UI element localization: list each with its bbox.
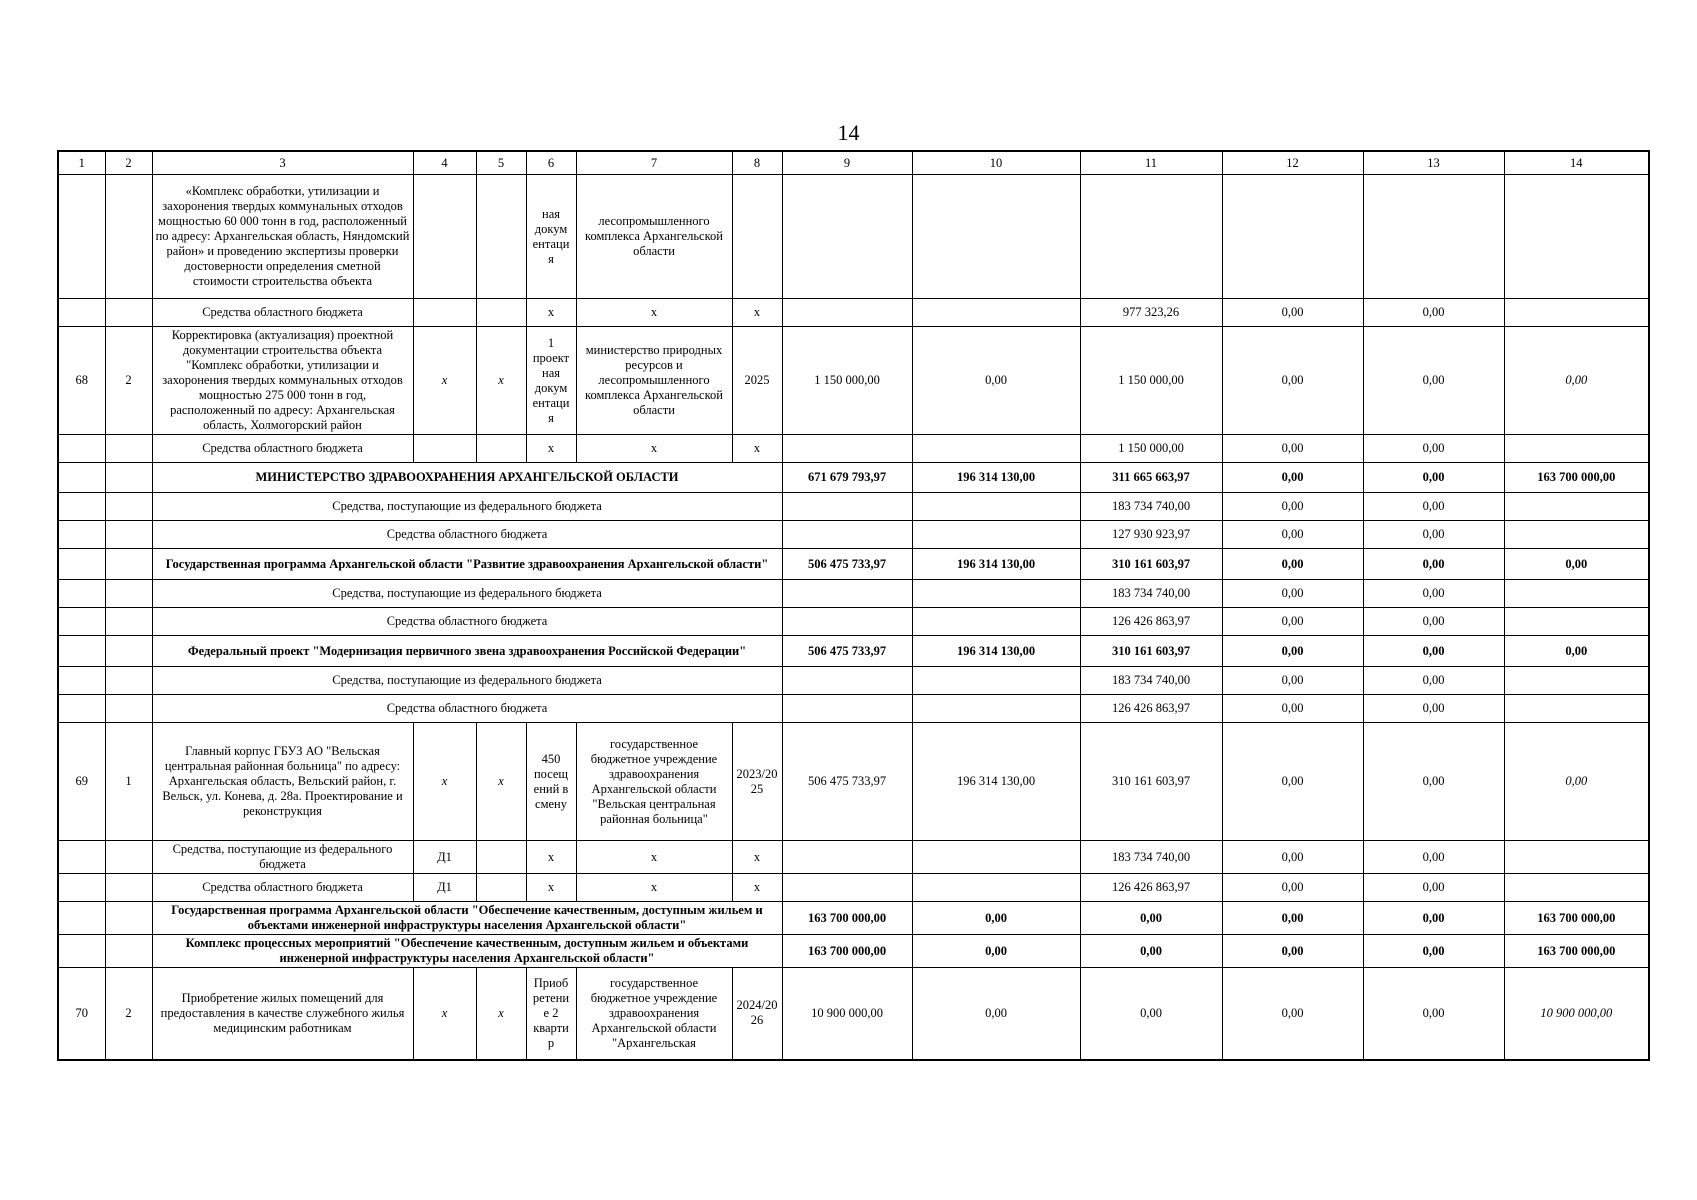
cell-c5 bbox=[476, 874, 526, 902]
cell-source-label: Средства, поступающие из федерального бюджета bbox=[152, 580, 782, 608]
cell-customer: государственное бюджетное учреждение здравоохранения Архангельской области "Архангельская bbox=[576, 968, 732, 1060]
cell-c9: 506 475 733,97 bbox=[782, 549, 912, 580]
cell-c7: x bbox=[576, 435, 732, 463]
cell-c10 bbox=[912, 521, 1080, 549]
cell-sub bbox=[105, 493, 152, 521]
cell-sub bbox=[105, 521, 152, 549]
cell-sub bbox=[105, 636, 152, 667]
cell-source-label: Средства областного бюджета bbox=[152, 299, 413, 327]
cell-source-label: Средства, поступающие из федерального бюджета bbox=[152, 841, 413, 874]
table-row-section bbox=[58, 636, 1649, 667]
cell-num: 70 bbox=[58, 968, 105, 1060]
cell-customer: государственное бюджетное учреждение здравоохранения Архангельской области "Вельская центральная районная больница" bbox=[576, 723, 732, 841]
cell-c14 bbox=[1504, 493, 1649, 521]
column-number-9: 9 bbox=[782, 151, 912, 175]
cell-c5 bbox=[476, 175, 526, 299]
table-row-source bbox=[58, 841, 1649, 874]
cell-c9 bbox=[782, 580, 912, 608]
cell-num bbox=[58, 580, 105, 608]
cell-c6: x bbox=[526, 841, 576, 874]
cell-num bbox=[58, 695, 105, 723]
cell-c14 bbox=[1504, 175, 1649, 299]
cell-years: 2024/20 26 bbox=[732, 968, 782, 1060]
table-row-section bbox=[58, 463, 1649, 493]
cell-c12: 0,00 bbox=[1222, 299, 1363, 327]
cell-c13: 0,00 bbox=[1363, 841, 1504, 874]
cell-c9 bbox=[782, 435, 912, 463]
cell-num bbox=[58, 521, 105, 549]
cell-c13: 0,00 bbox=[1363, 695, 1504, 723]
cell-c13: 0,00 bbox=[1363, 902, 1504, 935]
cell-source-label: Средства, поступающие из федерального бюджета bbox=[152, 493, 782, 521]
cell-c11: 0,00 bbox=[1080, 968, 1222, 1060]
cell-c9 bbox=[782, 175, 912, 299]
cell-c8: x bbox=[732, 841, 782, 874]
cell-c12: 0,00 bbox=[1222, 493, 1363, 521]
table-row-source-wide bbox=[58, 695, 1649, 723]
cell-c13: 0,00 bbox=[1363, 521, 1504, 549]
budget-table bbox=[57, 150, 1650, 1061]
cell-num bbox=[58, 636, 105, 667]
cell-section-title: МИНИСТЕРСТВО ЗДРАВООХРАНЕНИЯ АРХАНГЕЛЬСКОЙ ОБЛАСТИ bbox=[152, 463, 782, 493]
cell-c6: x bbox=[526, 874, 576, 902]
cell-c11: 183 734 740,00 bbox=[1080, 841, 1222, 874]
column-number-14: 14 bbox=[1504, 151, 1649, 175]
cell-c4 bbox=[413, 299, 476, 327]
cell-c12: 0,00 bbox=[1222, 549, 1363, 580]
cell-c4: Д1 bbox=[413, 841, 476, 874]
cell-capacity: 450 посещ ений в смену bbox=[526, 723, 576, 841]
table-row-source-wide bbox=[58, 580, 1649, 608]
cell-sub bbox=[105, 299, 152, 327]
cell-c4: Д1 bbox=[413, 874, 476, 902]
cell-c5: x bbox=[476, 723, 526, 841]
cell-c13: 0,00 bbox=[1363, 435, 1504, 463]
cell-sub bbox=[105, 175, 152, 299]
cell-c10: 0,00 bbox=[912, 935, 1080, 968]
cell-c13: 0,00 bbox=[1363, 549, 1504, 580]
column-number-row bbox=[58, 151, 1649, 175]
cell-num bbox=[58, 902, 105, 935]
cell-num bbox=[58, 667, 105, 695]
cell-sub bbox=[105, 902, 152, 935]
table-row-item bbox=[58, 968, 1649, 1060]
cell-c10: 0,00 bbox=[912, 327, 1080, 435]
cell-c10: 196 314 130,00 bbox=[912, 723, 1080, 841]
cell-c13: 0,00 bbox=[1363, 327, 1504, 435]
cell-c14: 0,00 bbox=[1504, 636, 1649, 667]
cell-c10 bbox=[912, 608, 1080, 636]
cell-sub bbox=[105, 435, 152, 463]
cell-sub: 2 bbox=[105, 327, 152, 435]
cell-c12: 0,00 bbox=[1222, 580, 1363, 608]
cell-c13: 0,00 bbox=[1363, 299, 1504, 327]
cell-c14 bbox=[1504, 841, 1649, 874]
column-number-2: 2 bbox=[105, 151, 152, 175]
cell-c10 bbox=[912, 580, 1080, 608]
cell-c14 bbox=[1504, 874, 1649, 902]
cell-c12: 0,00 bbox=[1222, 521, 1363, 549]
cell-c8: x bbox=[732, 435, 782, 463]
cell-c9: 1 150 000,00 bbox=[782, 327, 912, 435]
cell-description: Корректировка (актуализация) проектной документации строительства объекта "Комплекс обработки, утилизации и захоронения твердых коммунальных отходов мощностью 275 000 тонн в год, расположенный по адресу: Архангельская область, Холмогорский район bbox=[152, 327, 413, 435]
cell-description: Приобретение жилых помещений для предоставления в качестве служебного жилья медицинским работникам bbox=[152, 968, 413, 1060]
cell-num: 69 bbox=[58, 723, 105, 841]
column-number-10: 10 bbox=[912, 151, 1080, 175]
cell-c6: x bbox=[526, 299, 576, 327]
cell-c12: 0,00 bbox=[1222, 327, 1363, 435]
cell-c5 bbox=[476, 299, 526, 327]
cell-num bbox=[58, 463, 105, 493]
cell-sub bbox=[105, 608, 152, 636]
cell-c11: 977 323,26 bbox=[1080, 299, 1222, 327]
cell-c9: 10 900 000,00 bbox=[782, 968, 912, 1060]
cell-section-title: Государственная программа Архангельской области "Развитие здравоохранения Архангельской области" bbox=[152, 549, 782, 580]
cell-c10 bbox=[912, 435, 1080, 463]
column-number-1: 1 bbox=[58, 151, 105, 175]
cell-c12: 0,00 bbox=[1222, 463, 1363, 493]
cell-years: 2023/20 25 bbox=[732, 723, 782, 841]
cell-c11: 310 161 603,97 bbox=[1080, 549, 1222, 580]
cell-c10 bbox=[912, 667, 1080, 695]
cell-c9 bbox=[782, 874, 912, 902]
cell-c14 bbox=[1504, 435, 1649, 463]
cell-c7: x bbox=[576, 841, 732, 874]
cell-num bbox=[58, 841, 105, 874]
cell-c14 bbox=[1504, 521, 1649, 549]
cell-c9 bbox=[782, 493, 912, 521]
table-row-section bbox=[58, 935, 1649, 968]
cell-c13: 0,00 bbox=[1363, 723, 1504, 841]
cell-num bbox=[58, 874, 105, 902]
cell-c4: x bbox=[413, 327, 476, 435]
cell-c9 bbox=[782, 608, 912, 636]
cell-c11: 0,00 bbox=[1080, 902, 1222, 935]
table-row-source-wide bbox=[58, 493, 1649, 521]
cell-c12: 0,00 bbox=[1222, 902, 1363, 935]
cell-c14: 10 900 000,00 bbox=[1504, 968, 1649, 1060]
cell-source-label: Средства областного бюджета bbox=[152, 608, 782, 636]
cell-c10: 0,00 bbox=[912, 968, 1080, 1060]
cell-customer: лесопромышленного комплекса Архангельской области bbox=[576, 175, 732, 299]
cell-c12: 0,00 bbox=[1222, 841, 1363, 874]
table-row-source-wide bbox=[58, 608, 1649, 636]
cell-c12: 0,00 bbox=[1222, 608, 1363, 636]
cell-c8 bbox=[732, 175, 782, 299]
cell-sub bbox=[105, 667, 152, 695]
cell-sub bbox=[105, 549, 152, 580]
cell-c10 bbox=[912, 874, 1080, 902]
column-number-4: 4 bbox=[413, 151, 476, 175]
cell-c5: x bbox=[476, 327, 526, 435]
cell-c11: 126 426 863,97 bbox=[1080, 874, 1222, 902]
cell-c12: 0,00 bbox=[1222, 874, 1363, 902]
cell-c11: 310 161 603,97 bbox=[1080, 636, 1222, 667]
cell-c11 bbox=[1080, 175, 1222, 299]
cell-c9: 671 679 793,97 bbox=[782, 463, 912, 493]
table-row-source bbox=[58, 435, 1649, 463]
cell-c14: 163 700 000,00 bbox=[1504, 902, 1649, 935]
page-number: 14 bbox=[837, 120, 860, 145]
cell-c10: 0,00 bbox=[912, 902, 1080, 935]
cell-c12: 0,00 bbox=[1222, 968, 1363, 1060]
cell-c10 bbox=[912, 175, 1080, 299]
cell-c13: 0,00 bbox=[1363, 667, 1504, 695]
cell-c9: 506 475 733,97 bbox=[782, 636, 912, 667]
cell-c9 bbox=[782, 695, 912, 723]
cell-sub: 2 bbox=[105, 968, 152, 1060]
cell-num: 68 bbox=[58, 327, 105, 435]
cell-c10 bbox=[912, 841, 1080, 874]
cell-source-label: Средства областного бюджета bbox=[152, 695, 782, 723]
cell-sub bbox=[105, 695, 152, 723]
column-number-7: 7 bbox=[576, 151, 732, 175]
cell-num bbox=[58, 493, 105, 521]
cell-c7: x bbox=[576, 874, 732, 902]
cell-c14 bbox=[1504, 695, 1649, 723]
cell-c12: 0,00 bbox=[1222, 667, 1363, 695]
cell-num bbox=[58, 549, 105, 580]
cell-c11: 1 150 000,00 bbox=[1080, 327, 1222, 435]
column-number-3: 3 bbox=[152, 151, 413, 175]
cell-num bbox=[58, 299, 105, 327]
cell-years: 2025 bbox=[732, 327, 782, 435]
cell-capacity: 1 проект ная докум ентаци я bbox=[526, 327, 576, 435]
cell-c12: 0,00 bbox=[1222, 695, 1363, 723]
cell-description: Главный корпус ГБУЗ АО "Вельская центральная районная больница" по адресу: Архангельская область, Вельский район, г. Вельск, ул. Конева, д. 28а. Проектирование и реконструкция bbox=[152, 723, 413, 841]
cell-c9 bbox=[782, 299, 912, 327]
cell-c9: 163 700 000,00 bbox=[782, 902, 912, 935]
column-number-6: 6 bbox=[526, 151, 576, 175]
cell-c11: 126 426 863,97 bbox=[1080, 608, 1222, 636]
cell-source-label: Средства областного бюджета bbox=[152, 874, 413, 902]
cell-num bbox=[58, 175, 105, 299]
cell-sub bbox=[105, 580, 152, 608]
cell-sub bbox=[105, 463, 152, 493]
cell-c10 bbox=[912, 695, 1080, 723]
cell-c14 bbox=[1504, 667, 1649, 695]
cell-c14 bbox=[1504, 608, 1649, 636]
table-row-source-wide bbox=[58, 667, 1649, 695]
cell-c11: 0,00 bbox=[1080, 935, 1222, 968]
cell-section-title: Федеральный проект "Модернизация первичного звена здравоохранения Российской Федерации" bbox=[152, 636, 782, 667]
cell-c8: x bbox=[732, 874, 782, 902]
cell-c13: 0,00 bbox=[1363, 874, 1504, 902]
cell-section-title: Комплекс процессных мероприятий "Обеспечение качественным, доступным жильем и объектами инженерной инфраструктуры населения Архангельской области" bbox=[152, 935, 782, 968]
table-row-item bbox=[58, 327, 1649, 435]
cell-c13 bbox=[1363, 175, 1504, 299]
cell-c11: 126 426 863,97 bbox=[1080, 695, 1222, 723]
cell-c12: 0,00 bbox=[1222, 935, 1363, 968]
cell-c11: 310 161 603,97 bbox=[1080, 723, 1222, 841]
cell-c9 bbox=[782, 521, 912, 549]
cell-c11: 311 665 663,97 bbox=[1080, 463, 1222, 493]
cell-num bbox=[58, 935, 105, 968]
cell-sub bbox=[105, 874, 152, 902]
cell-c11: 127 930 923,97 bbox=[1080, 521, 1222, 549]
cell-c10: 196 314 130,00 bbox=[912, 463, 1080, 493]
cell-source-label: Средства областного бюджета bbox=[152, 435, 413, 463]
cell-c10 bbox=[912, 493, 1080, 521]
cell-c5 bbox=[476, 435, 526, 463]
table-row-section bbox=[58, 549, 1649, 580]
column-number-8: 8 bbox=[732, 151, 782, 175]
cell-c10: 196 314 130,00 bbox=[912, 636, 1080, 667]
cell-c8: x bbox=[732, 299, 782, 327]
cell-c13: 0,00 bbox=[1363, 580, 1504, 608]
cell-c12: 0,00 bbox=[1222, 723, 1363, 841]
table-row-source bbox=[58, 299, 1649, 327]
cell-c14 bbox=[1504, 580, 1649, 608]
cell-c12: 0,00 bbox=[1222, 636, 1363, 667]
cell-num bbox=[58, 608, 105, 636]
cell-c11: 1 150 000,00 bbox=[1080, 435, 1222, 463]
cell-sub: 1 bbox=[105, 723, 152, 841]
table-row-section bbox=[58, 902, 1649, 935]
table-row-continued bbox=[58, 175, 1649, 299]
column-number-11: 11 bbox=[1080, 151, 1222, 175]
cell-c13: 0,00 bbox=[1363, 636, 1504, 667]
cell-c14: 0,00 bbox=[1504, 549, 1649, 580]
table-row-source bbox=[58, 874, 1649, 902]
column-number-13: 13 bbox=[1363, 151, 1504, 175]
cell-capacity: Приоб ретени е 2 кварти р bbox=[526, 968, 576, 1060]
cell-c13: 0,00 bbox=[1363, 935, 1504, 968]
cell-source-label: Средства областного бюджета bbox=[152, 521, 782, 549]
cell-sub bbox=[105, 841, 152, 874]
cell-c13: 0,00 bbox=[1363, 968, 1504, 1060]
cell-c14: 0,00 bbox=[1504, 723, 1649, 841]
table-row-source-wide bbox=[58, 521, 1649, 549]
cell-c14 bbox=[1504, 299, 1649, 327]
cell-c4: x bbox=[413, 723, 476, 841]
cell-c11: 183 734 740,00 bbox=[1080, 580, 1222, 608]
column-number-5: 5 bbox=[476, 151, 526, 175]
cell-c11: 183 734 740,00 bbox=[1080, 493, 1222, 521]
cell-c13: 0,00 bbox=[1363, 608, 1504, 636]
cell-c4 bbox=[413, 435, 476, 463]
cell-c4 bbox=[413, 175, 476, 299]
cell-c14: 163 700 000,00 bbox=[1504, 935, 1649, 968]
cell-c14: 163 700 000,00 bbox=[1504, 463, 1649, 493]
cell-c10: 196 314 130,00 bbox=[912, 549, 1080, 580]
cell-c7: x bbox=[576, 299, 732, 327]
cell-c11: 183 734 740,00 bbox=[1080, 667, 1222, 695]
cell-num bbox=[58, 435, 105, 463]
cell-c13: 0,00 bbox=[1363, 493, 1504, 521]
cell-c6: x bbox=[526, 435, 576, 463]
cell-c12: 0,00 bbox=[1222, 435, 1363, 463]
cell-c14: 0,00 bbox=[1504, 327, 1649, 435]
cell-c13: 0,00 bbox=[1363, 463, 1504, 493]
cell-customer: министерство природных ресурсов и лесопромышленного комплекса Архангельской области bbox=[576, 327, 732, 435]
cell-c5 bbox=[476, 841, 526, 874]
cell-c5: x bbox=[476, 968, 526, 1060]
cell-section-title: Государственная программа Архангельской области "Обеспечение качественным, доступным жильем и объектами инженерной инфраструктуры населения Архангельской области" bbox=[152, 902, 782, 935]
cell-c10 bbox=[912, 299, 1080, 327]
table-row-item bbox=[58, 723, 1649, 841]
cell-source-label: Средства, поступающие из федерального бюджета bbox=[152, 667, 782, 695]
cell-c9 bbox=[782, 667, 912, 695]
cell-sub bbox=[105, 935, 152, 968]
cell-description: «Комплекс обработки, утилизации и захоронения твердых коммунальных отходов мощностью 60 000 тонн в год, расположенный по адресу: Архангельская область, Няндомский район» и проведению экспертизы проверки достоверности определения сметной стоимости строительства объекта bbox=[152, 175, 413, 299]
cell-c4: x bbox=[413, 968, 476, 1060]
cell-c9: 506 475 733,97 bbox=[782, 723, 912, 841]
cell-c9 bbox=[782, 841, 912, 874]
column-number-12: 12 bbox=[1222, 151, 1363, 175]
cell-c12 bbox=[1222, 175, 1363, 299]
cell-c9: 163 700 000,00 bbox=[782, 935, 912, 968]
cell-capacity: ная докум ентаци я bbox=[526, 175, 576, 299]
